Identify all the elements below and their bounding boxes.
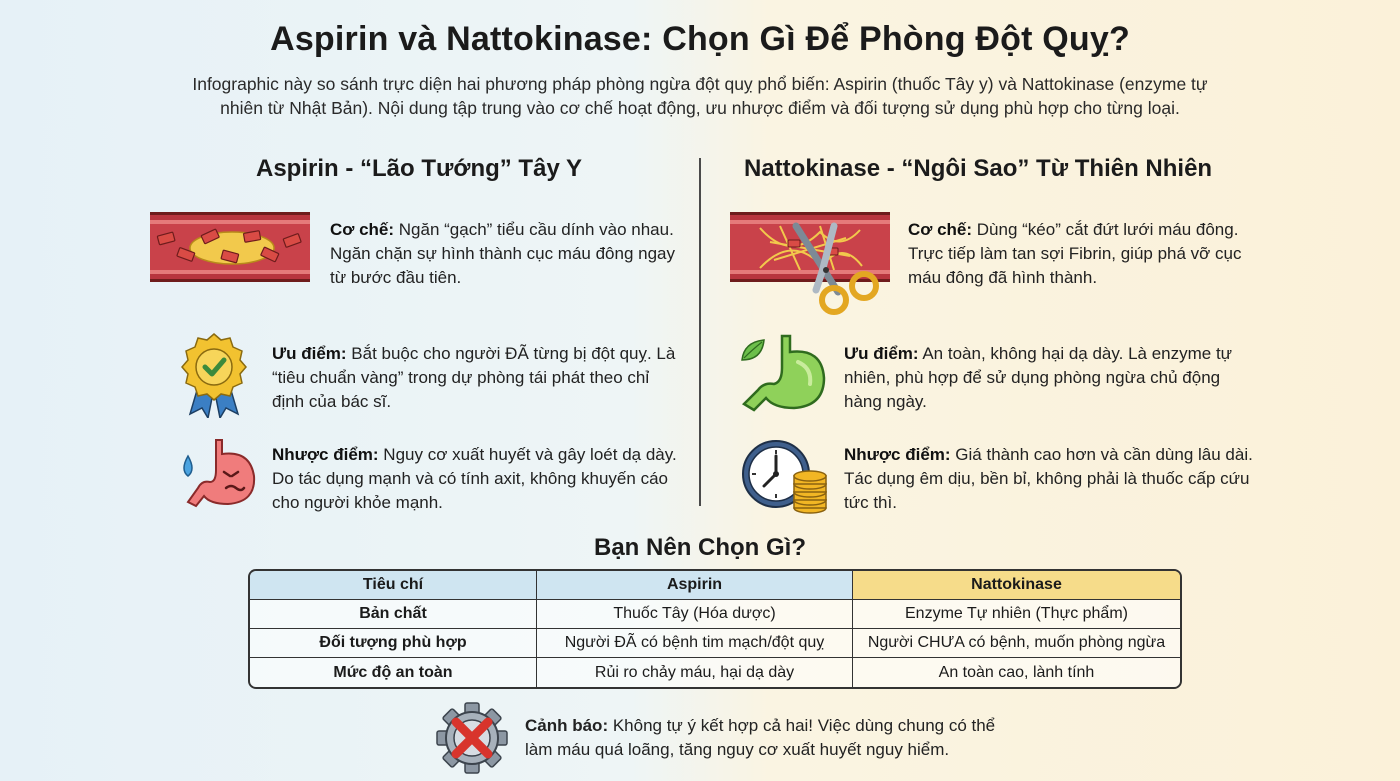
nattokinase-cons-text: Giá thành cao hơn và cần dùng lâu dài. Tác dụng êm dịu, bền bỉ, không phải là thuốc cấp cứu tức thì. bbox=[844, 445, 1253, 512]
warning-note bbox=[525, 714, 1005, 762]
nattokinase-mechanism bbox=[908, 218, 1258, 290]
aspirin-pros bbox=[272, 342, 682, 414]
table-cell: An toàn cao, lành tính bbox=[853, 658, 1180, 687]
table-cell: Mức độ an toàn bbox=[250, 658, 537, 687]
nattokinase-pros-label: Ưu điểm: bbox=[844, 344, 919, 363]
table-row bbox=[250, 658, 1180, 687]
warning-text: Không tự ý kết hợp cả hai! Việc dùng chung có thể làm máu quá loãng, tăng nguy cơ xuất huyết nguy hiểm. bbox=[525, 716, 996, 759]
nattokinase-pros bbox=[844, 342, 1234, 414]
table-cell: Bản chất bbox=[250, 600, 537, 629]
intro-text: Infographic này so sánh trực diện hai phương pháp phòng ngừa đột quỵ phổ biến: Aspirin (thuốc Tây y) và Nattokinase (enzyme tự nhiên từ Nhật Bản). Nội dung tập trung vào cơ chế hoạt động, ưu nhược điểm và đối tượng sử dụng phù hợp cho từng loại. bbox=[192, 74, 1208, 118]
aspirin-mechanism-text: Ngăn “gạch” tiểu cầu dính vào nhau. Ngăn chặn sự hình thành cục máu đông ngay từ bước đầu tiên. bbox=[330, 220, 676, 287]
nattokinase-pros-text: An toàn, không hại dạ dày. Là enzyme tự nhiên, phù hợp để sử dụng phòng ngừa chủ động hàng ngày. bbox=[844, 344, 1233, 411]
nattokinase-mechanism-text: Dùng “kéo” cắt đứt lưới máu đông. Trực tiếp làm tan sợi Fibrin, giúp phá vỡ cục máu đông đã hình thành. bbox=[908, 220, 1242, 287]
gear-red-x-icon bbox=[436, 702, 508, 774]
table-cell: Enzyme Tự nhiên (Thực phẩm) bbox=[853, 600, 1180, 629]
column-divider bbox=[699, 158, 701, 506]
aspirin-mechanism bbox=[330, 218, 690, 290]
aspirin-pros-label: Ưu điểm: bbox=[272, 344, 347, 363]
table-row bbox=[250, 600, 1180, 629]
gold-medal-check-icon bbox=[180, 332, 248, 418]
table-cell: Thuốc Tây (Hóa dược) bbox=[537, 600, 853, 629]
warning-label: Cảnh báo: bbox=[525, 716, 609, 735]
comparison-title: Bạn Nên Chọn Gì? bbox=[594, 534, 806, 561]
column-header-aspirin: Aspirin bbox=[537, 571, 853, 600]
nattokinase-mechanism-label: Cơ chế: bbox=[908, 220, 973, 239]
table-header-row bbox=[250, 571, 1180, 600]
blood-vessel-scissors-icon bbox=[730, 212, 890, 316]
aspirin-cons bbox=[272, 443, 692, 515]
table-cell: Rủi ro chảy máu, hại dạ dày bbox=[537, 658, 853, 687]
nattokinase-cons-label: Nhược điểm: bbox=[844, 445, 951, 464]
aspirin-mechanism-label: Cơ chế: bbox=[330, 220, 395, 239]
table-cell: Người ĐÃ có bệnh tim mạch/đột quỵ bbox=[537, 629, 853, 658]
table-row bbox=[250, 629, 1180, 658]
sick-stomach-drop-icon bbox=[176, 436, 260, 512]
table-cell: Người CHƯA có bệnh, muốn phòng ngừa bbox=[853, 629, 1180, 658]
nattokinase-heading: Nattokinase - “Ngôi Sao” Từ Thiên Nhiên bbox=[744, 155, 1213, 182]
comparison-table bbox=[248, 569, 1182, 689]
blood-vessel-platelets-icon bbox=[150, 212, 310, 282]
column-header-nattokinase: Nattokinase bbox=[853, 571, 1180, 600]
aspirin-heading: Aspirin - “Lão Tướng” Tây Y bbox=[256, 155, 583, 182]
column-header-criteria: Tiêu chí bbox=[250, 571, 537, 600]
aspirin-cons-label: Nhược điểm: bbox=[272, 445, 379, 464]
page-title: Aspirin và Nattokinase: Chọn Gì Để Phòng Đột Quỵ? bbox=[270, 20, 1130, 58]
table-cell: Đối tượng phù hợp bbox=[250, 629, 537, 658]
aspirin-cons-text: Nguy cơ xuất huyết và gây loét dạ dày. Do tác dụng mạnh và có tính axit, không khuyến cáo cho người khỏe mạnh. bbox=[272, 445, 677, 512]
clock-coins-icon bbox=[740, 436, 830, 514]
nattokinase-cons bbox=[844, 443, 1264, 515]
aspirin-pros-text: Bắt buộc cho người ĐÃ từng bị đột quỵ. Là “tiêu chuẩn vàng” trong dự phòng tái phát theo chỉ định của bác sĩ. bbox=[272, 344, 676, 411]
healthy-stomach-leaf-icon bbox=[738, 334, 828, 414]
